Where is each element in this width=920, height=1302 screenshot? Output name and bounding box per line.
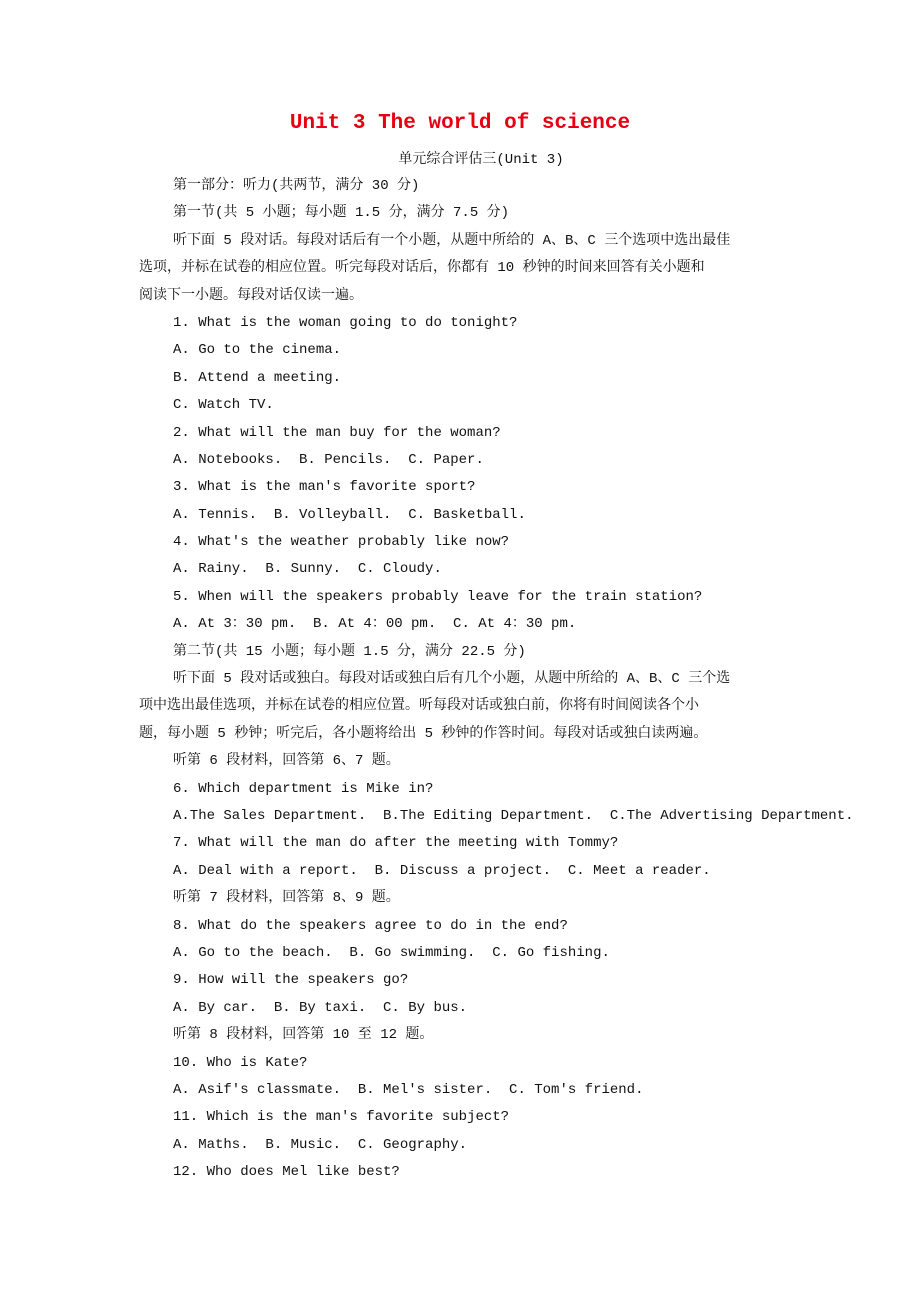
text-line: 听第 7 段材料，回答第 8、9 题。 bbox=[173, 890, 400, 907]
text-line: 第一部分：听力(共两节，满分 30 分) bbox=[173, 178, 420, 194]
text-line: 7. What will the man do after the meeting with Tommy? bbox=[173, 835, 619, 852]
text-line: 3. What is the man's favorite sport? bbox=[173, 479, 476, 496]
text-line: A. Go to the cinema. bbox=[173, 342, 342, 359]
text-line: 听下面 5 段对话或独白。每段对话或独白后有几个小题，从题中所给的 A、B、C 三个选 bbox=[173, 671, 731, 688]
text-line: 阅读下一小题。每段对话仅读一遍。 bbox=[139, 287, 363, 304]
text-line: 项中选出最佳选项，并标在试卷的相应位置。听每段对话或独白前，你将有时间阅读各个小 bbox=[139, 698, 699, 715]
document-title: Unit 3 The world of science bbox=[289, 112, 631, 135]
text-line: A. Asif's classmate. B. Mel's sister. C. Tom's friend. bbox=[173, 1081, 644, 1098]
text-line: B. Attend a meeting. bbox=[173, 369, 342, 386]
document-body bbox=[139, 174, 854, 1187]
text-line: 10. Who is Kate? bbox=[173, 1054, 308, 1071]
text-line: 2. What will the man buy for the woman? bbox=[173, 424, 501, 441]
text-line: 4. What's the weather probably like now? bbox=[173, 534, 510, 551]
text-line: 听下面 5 段对话。每段对话后有一个小题，从题中所给的 A、B、C 三个选项中选出最佳 bbox=[173, 232, 731, 249]
text-line: 选项，并标在试卷的相应位置。听完每段对话后，你都有 10 秒钟的时间来回答有关小题和 bbox=[139, 260, 705, 277]
text-line: 第一节(共 5 小题；每小题 1.5 分，满分 7.5 分) bbox=[173, 205, 510, 222]
text-line: C. Watch TV. bbox=[173, 397, 274, 414]
text-line: A. By car. B. By taxi. C. By bus. bbox=[173, 999, 468, 1016]
text-line: 12. Who does Mel like best? bbox=[173, 1164, 400, 1181]
text-line: 5. When will the speakers probably leave for the train station? bbox=[173, 588, 703, 605]
text-line: 题，每小题 5 秒钟；听完后，各小题将给出 5 秒钟的作答时间。每段对话或独白读两遍。 bbox=[139, 725, 708, 742]
text-line: A. Deal with a report. B. Discuss a project. C. Meet a reader. bbox=[173, 862, 711, 879]
text-line: 听第 6 段材料，回答第 6、7 题。 bbox=[173, 753, 400, 770]
text-line: 1. What is the woman going to do tonight? bbox=[173, 314, 518, 331]
text-line: 第二节(共 15 小题；每小题 1.5 分，满分 22.5 分) bbox=[173, 643, 526, 660]
text-line: A.The Sales Department. B.The Editing Department. C.The Advertising Department. bbox=[173, 807, 854, 824]
text-line: 听第 8 段材料，回答第 10 至 12 题。 bbox=[173, 1027, 434, 1044]
document-subtitle: 单元综合评估三(Unit 3) bbox=[398, 152, 564, 168]
text-line: A. Maths. B. Music. C. Geography. bbox=[173, 1136, 468, 1153]
text-line: 11. Which is the man's favorite subject? bbox=[173, 1109, 510, 1126]
text-line: A. Go to the beach. B. Go swimming. C. Go fishing. bbox=[173, 944, 610, 961]
text-line: A. Notebooks. B. Pencils. C. Paper. bbox=[173, 451, 484, 468]
text-line: A. Rainy. B. Sunny. C. Cloudy. bbox=[173, 561, 442, 578]
text-line: A. At 3：30 pm. B. At 4：00 pm. C. At 4：30 pm. bbox=[173, 616, 577, 633]
text-line: A. Tennis. B. Volleyball. C. Basketball. bbox=[173, 506, 526, 523]
text-line: 9. How will the speakers go? bbox=[173, 972, 409, 989]
text-line: 8. What do the speakers agree to do in the end? bbox=[173, 917, 568, 934]
text-line: 6. Which department is Mike in? bbox=[173, 780, 434, 797]
